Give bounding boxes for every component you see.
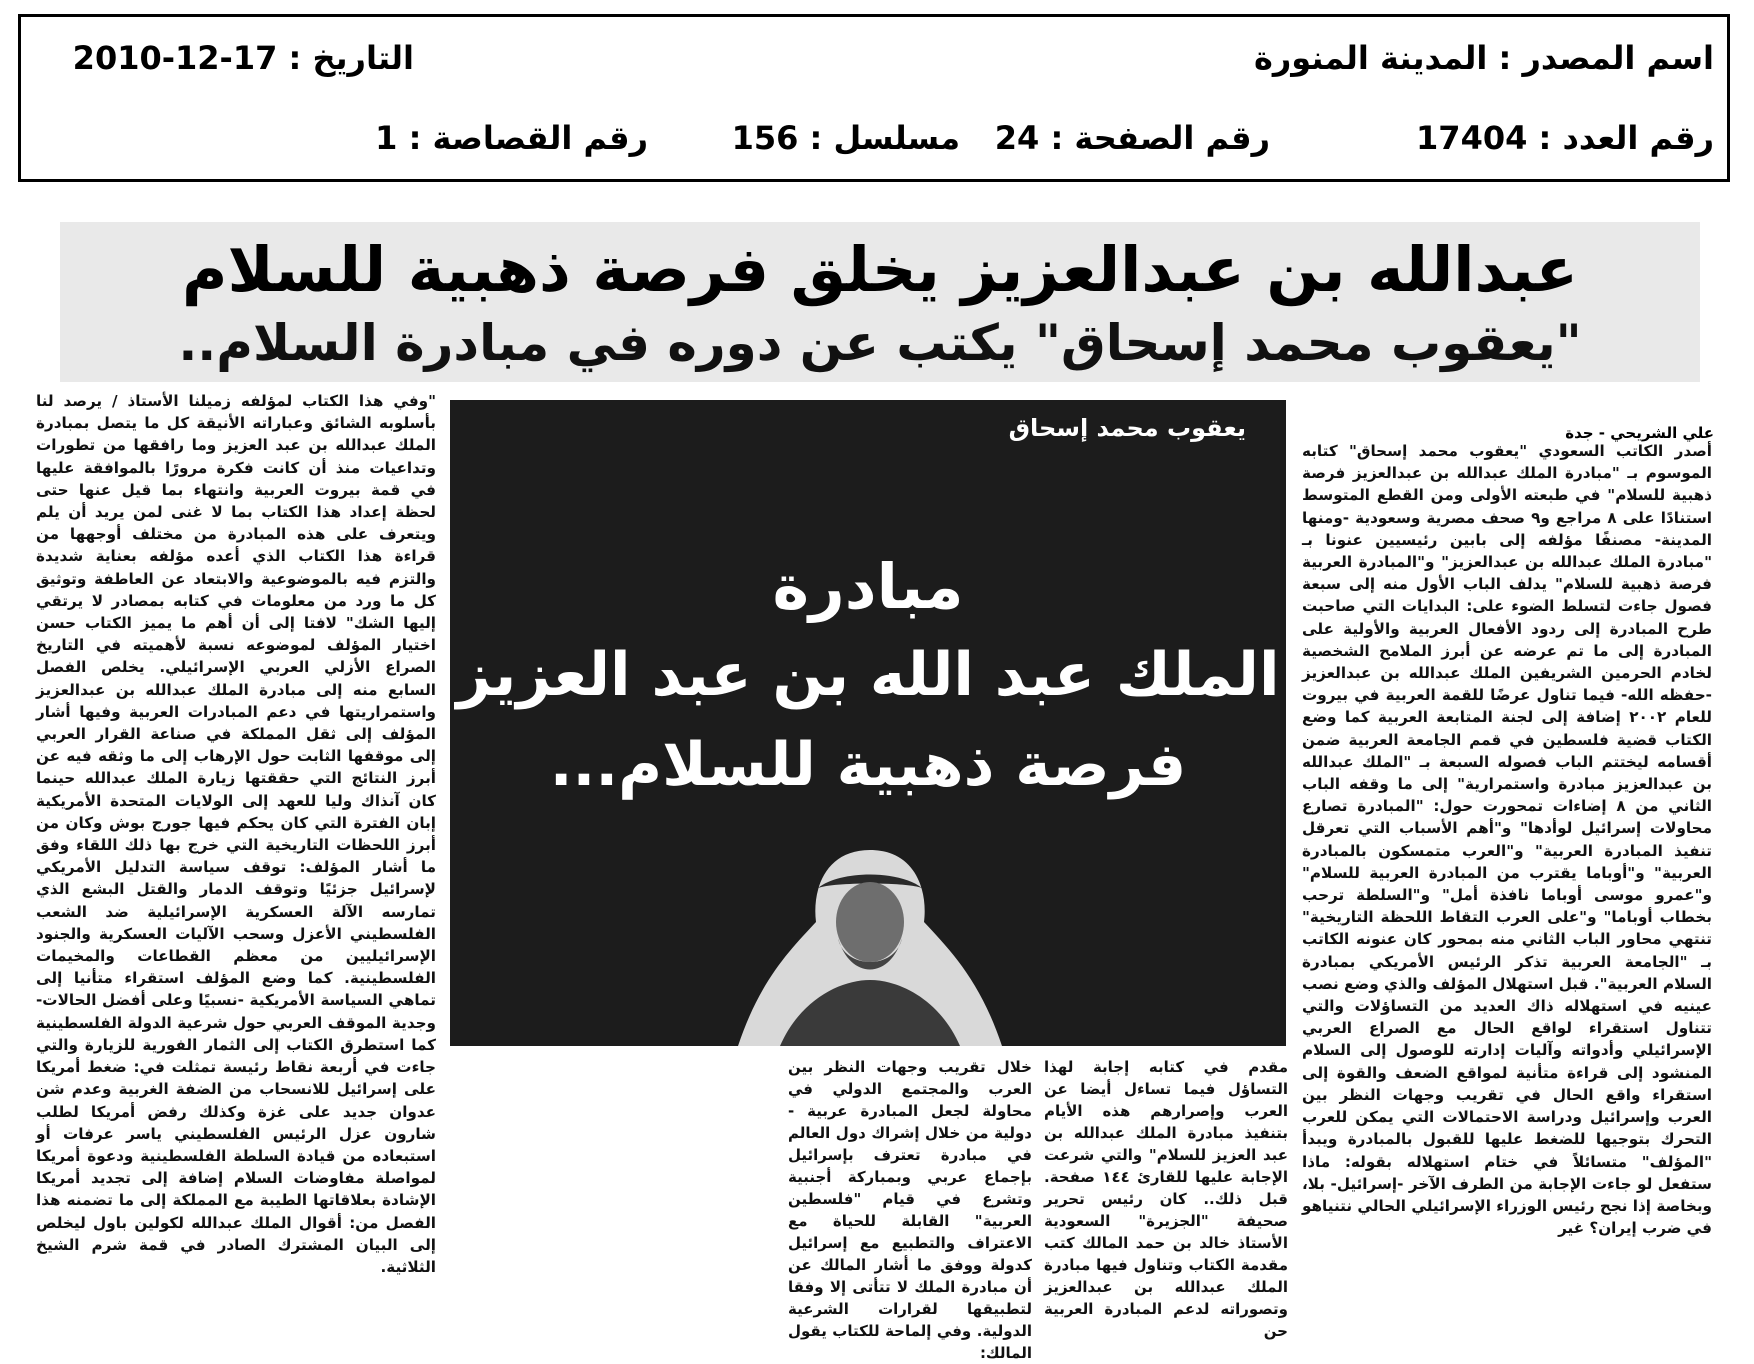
column-bottom-2-text: خلال تقريب وجهات النظر بين العرب والمجتمع الدولي في محاولة لجعل المبادرة عربية - دولية من خلال إشراك دول العالم في مبادرة تعترف بإسرائيل بإجماع عربي وبمباركة أجنبية وتشرع في قيام "فلسطين العربية" القابلة للحياة مع الاعتراف والتطبيع مع إسرائيل كدولة ووفق ما أشار المالك عن أن مبادرة الملك لا تتأتى إلا وفقا لتطبيقها لقرارات الشرعية الدولية. وفي إلماحة للكتاب يقول المالك:	[788, 1058, 1032, 1362]
column-left-text: "وفي هذا الكتاب لمؤلفه زميلنا الأستاذ / يرصد لنا بأسلوبه الشائق وعباراته الأنيقة كل ما يتصل بمبادرة الملك عبدالله بن عبد العزيز وما رافقها من تطورات وتداعيات منذ أن كانت فكرة مرورًا بالموافقة عليها في قمة بيروت العربية وانتهاء بما قيل عنها حتى لحظة إعداد هذا الكتاب بما لا غنى لمن يريد أن يلم ويتعرف على هذه المبادرة من مختلف أوجهها من قراءة هذا الكتاب الذي أعده مؤلفه بعناية شديدة والتزم فيه بالموضوعية والابتعاد عن العاطفة وتوثيق كل ما ورد من معلومات في كتابه بمصادر لا يرتقي إليها الشك" لافتا إلى أن أهم ما يميز الكتاب حسن اختيار المؤلف لموضوعه نسبة لأهميته في التاريخ الصراع الأزلي العربي الإسرائيلي. يخلص الفصل السابع منه إلى مبادرة الملك عبدالله بن عبدالعزيز واستمراريتها في دعم المبادرات العربية وفيها أشار المؤلف إلى ثقل المملكة في صناعة القرار العربي إلى موقفها الثابت حول الإرهاب إلى ما وثقه فيه عن أبرز النتائج التي حققتها زيارة الملك عبدالله حينما كان آنذاك وليا للعهد إلى الولايات المتحدة الأمريكية إبان الفترة التي كان يحكم فيها جورج بوش وكان من أبرز اللحظات التاريخية التي خرج بها ذلك اللقاء وفق ما أشار المؤلف: توقف سياسة التدليل الأمريكي لإسرائيل جزئيًا وتوقف الدمار والقتل البشع الذي تمارسه الآلة العسكرية الإسرائيلية ضد الشعب الفلسطيني الأعزل وسحب الآليات العسكرية والجنود الإسرائيليين من معظم القطاعات والمخيمات الفلسطينية. كما وضع المؤلف استقراء متأنيا إلى تماهي السياسة الأمريكية -نسبيًا وعلى أفضل الحالات- وجدية الموقف العربي حول شرعية الدولة الفلسطينية كما استطرق الكتاب إلى الثمار الفورية للزيارة والتي جاءت في أربعة نقاط رئيسة تمثلت في: ضغط أمريكا على إسرائيل للانسحاب من الضفة الغربية وعدم شن عدوان جديد على غزة وكذلك رفض أمريكا لطلب شارون عزل الرئيس الفلسطيني ياسر عرفات أو استبعاده من قيادة السلطة الفلسطينية ودعوة أمريكا لمواصلة مفاوضات السلام إضافة إلى تجديد أمريكا الإشادة بعلاقاتها الطيبة مع المملكة إلى ما تضمنه هذا الفصل من: أقوال الملك عبدالله لكولين باول ليخلص إلى البيان المشترك الصادر في قمة شرم الشيخ الثلاثية.	[36, 392, 436, 1276]
serial-number: مسلسل : 156	[731, 119, 960, 157]
article-column-bottom-1	[1044, 1056, 1289, 1340]
headline-band	[60, 222, 1700, 382]
photo-title-line-2: الملك عبد الله بن عبد العزيز	[456, 640, 1280, 710]
article-column-left	[36, 390, 436, 1276]
article-byline: علي الشريحي - جدة	[1565, 424, 1714, 442]
column-bottom-1-text: مقدم في كتابه إجابة لهذا التساؤل فيما تساءل أيضا عن العرب وإصرارهم هذه الأيام بتنفيذ مبادرة الملك عبدالله بن عبد العزيز للسلام" والتي شرعت الإجابة عليها للقارئ ١٤٤ صفحة. قبل ذلك.. كان رئيس تحرير صحيفة "الجزيرة" السعودية الأستاذ خالد بن حمد المالك كتب مقدمة الكتاب وتناول فيها مبادرة الملك عبدالله بن عبدالعزيز وتصوراته لدعم المبادرة العربية حن	[1044, 1058, 1289, 1340]
issue-number: رقم العدد : 17404	[1416, 119, 1714, 157]
page-number: رقم الصفحة : 24	[994, 119, 1270, 157]
article-headline: عبدالله بن عبدالعزيز يخلق فرصة ذهبية للسلام	[182, 233, 1578, 306]
article-subheadline: "يعقوب محمد إسحاق" يكتب عن دوره في مبادرة السلام..	[178, 314, 1582, 372]
king-portrait-figure	[720, 830, 1020, 1046]
article-column-right	[1302, 440, 1713, 1238]
article-column-bottom-2	[788, 1056, 1032, 1362]
book-cover-photo	[450, 400, 1286, 1046]
clipping-date: التاريخ : 17-12-2010	[72, 39, 414, 77]
clipping-number: رقم القصاصة : 1	[375, 119, 648, 157]
column-right-text: أصدر الكاتب السعودي "يعقوب محمد إسحاق" كتابه الموسوم بـ "مبادرة الملك عبدالله بن عبدالعزيز فرصة ذهبية للسلام" في طبعته الأولى ومن القطع المتوسط استنادًا على ٨ مراجع و٩ صحف مصرية وسعودية -ومنها المدينة- مصنفًا مؤلفه إلى بابين رئيسيين عنونا بـ "مبادرة الملك عبدالله بن عبدالعزيز" و"المبادرة العربية فرصة ذهبية للسلام" يدلف الباب الأول منه إلى سبعة فصول جاءت لتسلط الضوء على: البدايات التي صاحبت طرح المبادرة إلى ردود الأفعال العربية والأولية على المبادرة إلى ما تم عرضه عن أبرز الملامح الشخصية لخادم الحرمين الشريفين الملك عبدالله بن عبدالعزيز -حفظه الله- فيما تناول عرضًا للقمة العربية في بيروت للعام ٢٠٠٢ إضافة إلى لجنة المتابعة العربية كما وضع الكتاب قضية فلسطين في قمم الجامعة العربية ضمن أقسامه ليختتم الباب فصوله السبعة بـ "الملك عبدالله بن عبدالعزيز مبادرة واستمرارية" إلى ما وقفه الباب الثاني من ٨ إضاءات تمحورت حول: "المبادرة تصارع محاولات إسرائيل لوأدها" و"أهم الأسباب التي تعرقل تنفيذ المبادرة العربية" و"العرب متمسكون بالمبادرة العربية" و"أوباما يقترب من المبادرة العربية للسلام" و"عمرو موسى أوباما نافذة أمل" و"السلطة ترحب بخطاب أوباما" و"على العرب التقاط اللحظة التاريخية" تنتهي محاور الباب الثاني منه بمحور كان عنونه الكاتب بـ "الجامعة العربية تذكر الرئيس الأمريكي بمبادرة السلام العربية". قبل استهلال المؤلف والذي وضع نصب عينيه في استهلاله ذاك العديد من التساؤلات والتي تتناول استقراء لواقع الحال مع الصراع العربي الإسرائيلي وأدواته وآليات إدارته للوصول إلى السلام المنشود إلى قراءة متأنية لمواقع الضعف والقوة إلى استقراء واقع الحال في تقريب وجهات النظر بين العرب وإسرائيل ودراسة الاحتمالات التي يمكن للعرب التحرك بتوجيها للضغط عليها للقبول بالمبادرة ويبدأ "المؤلف" متسائلاً في ختام استهلاله بقوله: ماذا ستفعل لو جاءت الإجابة من الطرف الآخر -إسرائيل- بلا، وبخاصة إذا نجح رئيس الوزراء الإسرائيلي الحالي نتنياهو في ضرب إيران؟ غير	[1302, 442, 1713, 1238]
source-name: اسم المصدر : المدينة المنورة	[1253, 39, 1714, 77]
photo-author-name: يعقوب محمد إسحاق	[1008, 414, 1246, 442]
photo-title-line-1: مبادرة	[772, 550, 964, 623]
photo-title-line-3: فرصة ذهبية للسلام...	[549, 730, 1187, 800]
